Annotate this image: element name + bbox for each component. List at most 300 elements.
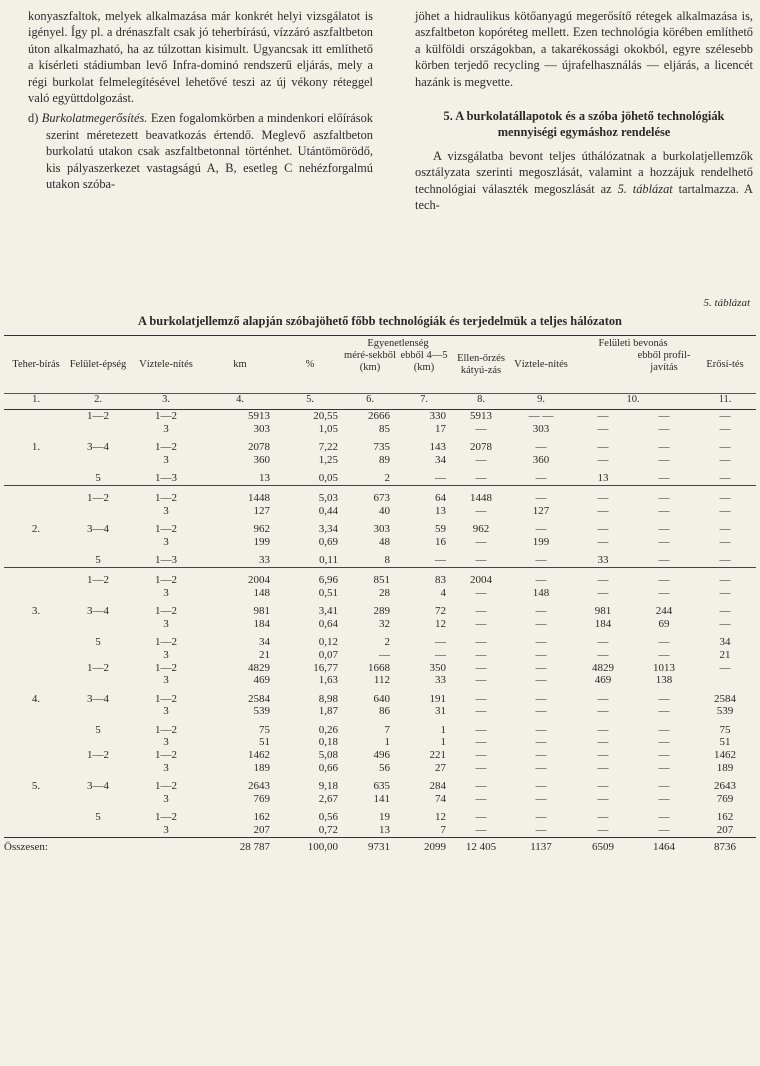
table-cell — [4, 824, 68, 837]
table-cell: — — [535, 749, 547, 762]
table-cell: 56 — [379, 761, 390, 774]
table-cell: — — [658, 648, 670, 661]
table-cell: — — [475, 792, 487, 805]
table-cell: 5,08 — [318, 749, 338, 762]
table-cell: 0,07 — [318, 648, 338, 661]
table-row — [4, 423, 756, 436]
table-cell: 33 — [435, 674, 446, 687]
table-cell: 3 — [163, 535, 169, 548]
left-text-column — [28, 8, 373, 192]
table-cell: — — [597, 410, 609, 422]
table-cell: 350 — [429, 661, 446, 674]
table-body — [4, 410, 756, 856]
table-row — [4, 649, 756, 662]
table-cell: 0,11 — [319, 554, 338, 567]
table-cell: 1—2 — [155, 661, 177, 674]
table-cell: 2 — [384, 636, 390, 649]
table-cell: 1462 — [248, 749, 270, 762]
table-cell: 89 — [379, 453, 390, 466]
table-cell: 0,18 — [318, 736, 338, 749]
table-cell — [4, 587, 68, 600]
table-cell: 3—4 — [87, 780, 109, 793]
paragraph: konyaszfaltok, melyek alkalmazása már konkrét helyi vizsgálatot is igényel. Így pl. a drénaszfalt csak jó teherbírású, vízzáró aszfaltbeton úton alkalmazható, ha az túlzottan kisimult. Ugyancsak itt említhető a kísérleti stádiumban levő Infra-dominó rendszerű eljárás, mely a régi burkolat felmelegítésével lehetővé teszi az új vékony réteggel való együttdolgozást. — [28, 9, 373, 106]
table-cell: — — [475, 504, 487, 517]
table-cell — [4, 749, 68, 762]
table-cell: — — [535, 661, 547, 674]
table-cell: 207 — [716, 824, 734, 837]
table-cell — [68, 824, 128, 837]
table-cell — [4, 805, 68, 824]
table-cell: 1,63 — [318, 674, 338, 687]
table-cell — [4, 466, 68, 485]
table-cell: 59 — [435, 523, 446, 536]
table-cell: 85 — [379, 422, 390, 435]
table-row — [4, 485, 756, 504]
table-cell: — — [475, 535, 487, 548]
table-row — [4, 718, 756, 737]
table-cell: 0,72 — [318, 824, 338, 837]
table-cell: 143 — [429, 441, 446, 454]
table-cell: 962 — [472, 523, 490, 536]
column-number: 8. — [452, 394, 510, 410]
table-row — [4, 805, 756, 824]
table-cell: 5 — [95, 636, 101, 649]
table-cell: — — [435, 636, 446, 649]
table-cell: 34 — [435, 453, 446, 466]
table-cell: — — [658, 441, 670, 454]
table-cell: — — [597, 749, 609, 762]
table-cell: 769 — [716, 792, 734, 805]
table-cell: 31 — [435, 705, 446, 718]
table-cell: 769 — [253, 792, 270, 805]
table-cell: 2. — [31, 523, 41, 536]
table-cell: 12 — [435, 811, 446, 824]
column-number: 7. — [396, 394, 452, 410]
table-cell: — — [475, 736, 487, 749]
table-cell: 3 — [163, 736, 169, 749]
table-cell: — — [535, 523, 547, 536]
table-row — [4, 793, 756, 806]
table-cell — [4, 536, 68, 549]
table-cell: 75 — [719, 723, 731, 736]
table-cell: — — [658, 792, 670, 805]
table-cell: — — [597, 504, 609, 517]
total-cell: 12 405 — [452, 837, 510, 856]
table-cell: — — [535, 824, 547, 837]
table-cell: 138 — [655, 674, 673, 687]
table-cell: — — [475, 661, 487, 674]
table-cell: 1,25 — [318, 453, 338, 466]
table-cell — [4, 705, 68, 718]
table-row — [4, 599, 756, 618]
table-cell: 2004 — [204, 567, 276, 586]
table-cell: 51 — [719, 736, 731, 749]
table-row — [4, 674, 756, 687]
total-row — [4, 837, 756, 856]
table-cell: 162 — [716, 811, 734, 824]
table-cell: 1—2 — [87, 749, 109, 762]
table-cell: — — [634, 567, 694, 586]
table-cell: 1—2 — [155, 441, 177, 454]
table-cell: — — [694, 485, 756, 504]
table-cell: 184 — [594, 617, 612, 630]
table-cell: 640 — [373, 692, 390, 705]
header-group-label: Egyenetlenség — [367, 338, 429, 349]
table-cell: — — [535, 554, 547, 567]
paragraph-text: tartalmazza. A tech- — [415, 181, 753, 213]
table-cell: — — [658, 523, 670, 536]
table-cell: — — [658, 535, 670, 548]
table-cell: 3. — [31, 605, 41, 618]
table-cell — [68, 705, 128, 718]
table-cell — [68, 587, 128, 600]
table-cell: — — [572, 485, 634, 504]
header-drainage-2: Víztele-nítés — [510, 336, 572, 394]
table-cell: 3 — [163, 453, 169, 466]
table-cell: — — [597, 792, 609, 805]
table-cell: — — [658, 410, 670, 422]
column-number: 6. — [344, 394, 396, 410]
table-cell: — — [535, 811, 547, 824]
table-row — [4, 454, 756, 467]
total-cell: 8736 — [694, 837, 756, 856]
table-cell: 1462 — [714, 749, 736, 762]
table-cell: 1—3 — [155, 472, 177, 485]
table-row — [4, 749, 756, 762]
table-cell: 207 — [253, 824, 270, 837]
table-cell: 981 — [594, 605, 612, 618]
table-cell: 5. — [31, 780, 41, 793]
table-cell: 199 — [253, 535, 270, 548]
table-cell: 0,05 — [318, 472, 338, 485]
table-cell: — — [658, 723, 670, 736]
table-cell: — — [719, 472, 731, 485]
table-row — [4, 824, 756, 837]
header-strengthening: Erősí-tés — [694, 336, 756, 394]
table-cell: 0,56 — [318, 811, 338, 824]
table-cell: 148 — [253, 586, 270, 599]
table-cell: 34 — [259, 636, 270, 649]
table-cell: 148 — [532, 586, 550, 599]
table-cell: 3 — [163, 648, 169, 661]
table-row — [4, 618, 756, 631]
table-cell: 51 — [259, 736, 270, 749]
table-cell: 3—4 — [87, 692, 109, 705]
table-cell: 34 — [719, 636, 731, 649]
table-cell: 189 — [253, 761, 270, 774]
table-cell: — — [597, 636, 609, 649]
table-cell: — — [475, 617, 487, 630]
table-reference: 5. táblázat — [617, 181, 673, 196]
table-cell: 221 — [429, 749, 446, 762]
table-row — [4, 435, 756, 454]
table-cell — [4, 662, 68, 675]
header-surface-coating-group — [572, 336, 694, 394]
table-cell: 1—2 — [155, 605, 177, 618]
table-cell: 17 — [435, 422, 446, 435]
table-cell: 5 — [95, 554, 101, 567]
table-cell: 244 — [655, 605, 673, 618]
table-cell: 289 — [373, 605, 390, 618]
table-cell: — — [475, 648, 487, 661]
table-cell: 635 — [373, 780, 390, 793]
table-cell: 13 — [435, 504, 446, 517]
table-cell: — — [719, 453, 731, 466]
table-cell: 1. — [31, 441, 41, 454]
table-cell: 33 — [597, 554, 609, 567]
table-cell: 33 — [259, 554, 270, 567]
total-cell: 100,00 — [276, 837, 344, 856]
table-cell: 13 — [597, 472, 609, 485]
table-cell: — — [658, 636, 670, 649]
table-cell: 1013 — [653, 661, 675, 674]
table-row — [4, 505, 756, 518]
table-cell: — — [535, 692, 547, 705]
table-cell: — — [719, 441, 731, 454]
table-cell — [4, 454, 68, 467]
table-cell: 184 — [253, 617, 270, 630]
table-cell: 12 — [435, 617, 446, 630]
table-cell: 469 — [594, 674, 612, 687]
table-cell: 3 — [163, 674, 169, 687]
table-cell: — — — [528, 410, 554, 422]
table-row — [4, 662, 756, 675]
table-cell: 0,26 — [318, 723, 338, 736]
table-cell: 3 — [163, 761, 169, 774]
table-cell — [68, 674, 128, 687]
total-label: Összesen: — [4, 837, 204, 856]
paragraph-text: A vizsgálatba bevont teljes úthálózatnak a burkolatjellemzők osztályzata szerinti megoszlását, valamint a hozzájuk rendelhető technológiai választék megoszlását az — [415, 149, 753, 196]
table-cell: — — [535, 605, 547, 618]
table-title: A burkolatjellemző alapján szóbajöhető főbb technológiák és terjedelmük a teljes hálózaton — [138, 314, 622, 328]
table-cell: 7 — [440, 824, 446, 837]
table-cell: 112 — [373, 674, 390, 687]
table-cell: 1,05 — [318, 422, 338, 435]
table-cell: — — [597, 453, 609, 466]
table-cell: 1 — [440, 736, 446, 749]
header-drainage: Víztele-nítés — [128, 336, 204, 394]
table-cell: 2584 — [714, 692, 736, 705]
table-cell: — — [719, 504, 731, 517]
table-cell — [68, 618, 128, 631]
table-cell: 1448 — [204, 485, 276, 504]
table-cell — [68, 423, 128, 436]
table-cell: — — [535, 723, 547, 736]
table-cell: 127 — [532, 504, 550, 517]
table-cell: 360 — [532, 453, 550, 466]
table-cell — [68, 649, 128, 662]
total-cell: 6509 — [572, 837, 634, 856]
table-cell: — — [475, 422, 487, 435]
table-cell: 303 — [532, 422, 550, 435]
header-unevenness-group — [344, 336, 452, 394]
table-cell: 1—3 — [155, 554, 177, 567]
table-cell: 3 — [163, 617, 169, 630]
total-cell: 9731 — [344, 837, 396, 856]
header-group-label: Felületi bevonás — [598, 338, 668, 349]
table-cell — [4, 762, 68, 775]
table-cell: 2004 — [452, 567, 510, 586]
table-cell: — — [719, 410, 731, 422]
table-cell: 1—2 — [155, 410, 177, 422]
term-emphasis: Burkolatmegerősítés. — [41, 111, 148, 126]
table-row — [4, 736, 756, 749]
table-cell: 1—2 — [87, 661, 109, 674]
table-cell: — — [535, 674, 547, 687]
table-cell: 19 — [379, 811, 390, 824]
table-cell: 1—2 — [155, 692, 177, 705]
table-cell: — — [475, 780, 487, 793]
table-cell: 3—4 — [87, 441, 109, 454]
table-cell: 1—2 — [68, 567, 128, 586]
table-cell: — — [597, 692, 609, 705]
table-row — [4, 517, 756, 536]
table-cell — [4, 630, 68, 649]
table-cell: 127 — [253, 504, 270, 517]
table-cell: 284 — [429, 780, 446, 793]
table-cell: 1—2 — [155, 811, 177, 824]
table-cell: 1,87 — [318, 705, 338, 718]
total-cell: 2099 — [396, 837, 452, 856]
table-cell: 28 — [379, 586, 390, 599]
table-cell: — — [658, 472, 670, 485]
table-cell: 3 — [163, 792, 169, 805]
table-cell: 1—2 — [128, 567, 204, 586]
table-cell: 4829 — [592, 661, 614, 674]
column-number: 4. — [204, 394, 276, 410]
table-cell: 3—4 — [87, 605, 109, 618]
table-cell: 4829 — [248, 661, 270, 674]
table-cell: 141 — [373, 792, 390, 805]
table-cell: — — [475, 453, 487, 466]
table-cell: — — [658, 705, 670, 718]
table-cell: — — [719, 535, 731, 548]
table-cell: 539 — [716, 705, 734, 718]
table-cell: — — [475, 723, 487, 736]
table-cell: — — [597, 736, 609, 749]
list-marker: d) — [28, 111, 39, 126]
table-cell: 3 — [163, 422, 169, 435]
table-cell: — — [658, 422, 670, 435]
table-cell: — — [535, 761, 547, 774]
table-cell: 360 — [253, 453, 270, 466]
table-cell: 3,41 — [318, 605, 338, 618]
table-number: 5. táblázat — [703, 297, 750, 309]
header-measurements: méré-sekből (km) — [344, 350, 396, 373]
table-cell: 7,22 — [318, 441, 338, 454]
table-cell: 2643 — [248, 780, 270, 793]
table-cell: — — [694, 567, 756, 586]
header-profile-correction: ebből profil-javítás — [637, 350, 691, 373]
table-cell: — — [475, 749, 487, 762]
header-surface: Felület-épség — [68, 336, 128, 394]
table-cell: 0,69 — [318, 535, 338, 548]
table-cell: 5 — [95, 723, 101, 736]
column-number: 11. — [694, 394, 756, 410]
column-number: 2. — [68, 394, 128, 410]
table-cell: 469 — [253, 674, 270, 687]
table-cell: — — [658, 692, 670, 705]
table-cell: — — [535, 792, 547, 805]
table-cell: — — [658, 453, 670, 466]
table-cell: 8,98 — [318, 692, 338, 705]
table-cell: — — [597, 535, 609, 548]
table-cell: 16 — [435, 535, 446, 548]
section-heading: 5. A burkolatállapotok és a szóba jöhető technológiák mennyiségi egymáshoz rendelése — [443, 109, 725, 140]
table-cell — [68, 536, 128, 549]
table-cell — [4, 567, 68, 586]
table-cell: — — [475, 761, 487, 774]
table-cell: 1—2 — [155, 723, 177, 736]
table-cell: 735 — [373, 441, 390, 454]
table-cell: 1668 — [368, 661, 390, 674]
table-cell: 1 — [440, 723, 446, 736]
header-km: km — [204, 336, 276, 394]
table-cell: — — [597, 705, 609, 718]
table-cell: — — [597, 780, 609, 793]
table-cell: 3 — [163, 586, 169, 599]
table-cell: 6,96 — [276, 567, 344, 586]
table-row — [4, 774, 756, 793]
table-cell: — — [719, 422, 731, 435]
header-percent: % — [276, 336, 344, 394]
table-cell: 16,77 — [313, 661, 338, 674]
table-cell: 3 — [163, 824, 169, 837]
table-cell: — — [475, 674, 487, 687]
table-cell: 496 — [373, 749, 390, 762]
right-text-column — [415, 8, 753, 214]
table-cell: 75 — [259, 723, 270, 736]
paragraph — [415, 148, 753, 214]
table-cell: 0,66 — [318, 761, 338, 774]
table-cell: 13 — [259, 472, 270, 485]
table-cell: 1 — [384, 736, 390, 749]
table-cell: 74 — [435, 792, 446, 805]
table-cell: — — [719, 661, 731, 674]
table-cell: 303 — [253, 422, 270, 435]
table-cell: — — [658, 554, 670, 567]
total-cell: 1464 — [634, 837, 694, 856]
table-cell — [4, 618, 68, 631]
table-cell: 0,12 — [318, 636, 338, 649]
table-cell: 5 — [95, 811, 101, 824]
table-cell — [4, 718, 68, 737]
table-cell: 199 — [532, 535, 550, 548]
table-cell: 9,18 — [318, 780, 338, 793]
table-cell: — — [475, 586, 487, 599]
table-cell: 189 — [716, 761, 734, 774]
table-cell: — — [535, 441, 547, 454]
table-cell — [68, 762, 128, 775]
table-cell: 40 — [379, 504, 390, 517]
table-cell: 3,34 — [318, 523, 338, 536]
table-cell: 1—2 — [155, 523, 177, 536]
table-row — [4, 587, 756, 600]
table-cell: 72 — [435, 605, 446, 618]
table-cell: — — [658, 811, 670, 824]
table-cell: — — [658, 824, 670, 837]
table-cell: 162 — [253, 811, 270, 824]
table-cell: 1—2 — [128, 485, 204, 504]
table-cell: — — [719, 523, 731, 536]
table-row — [4, 762, 756, 775]
table-cell: — — [535, 736, 547, 749]
table-cell: — — [719, 586, 731, 599]
table-cell: 83 — [396, 567, 452, 586]
table-cell: — — [597, 586, 609, 599]
table-cell: — — [475, 636, 487, 649]
table-cell: 5913 — [248, 410, 270, 422]
